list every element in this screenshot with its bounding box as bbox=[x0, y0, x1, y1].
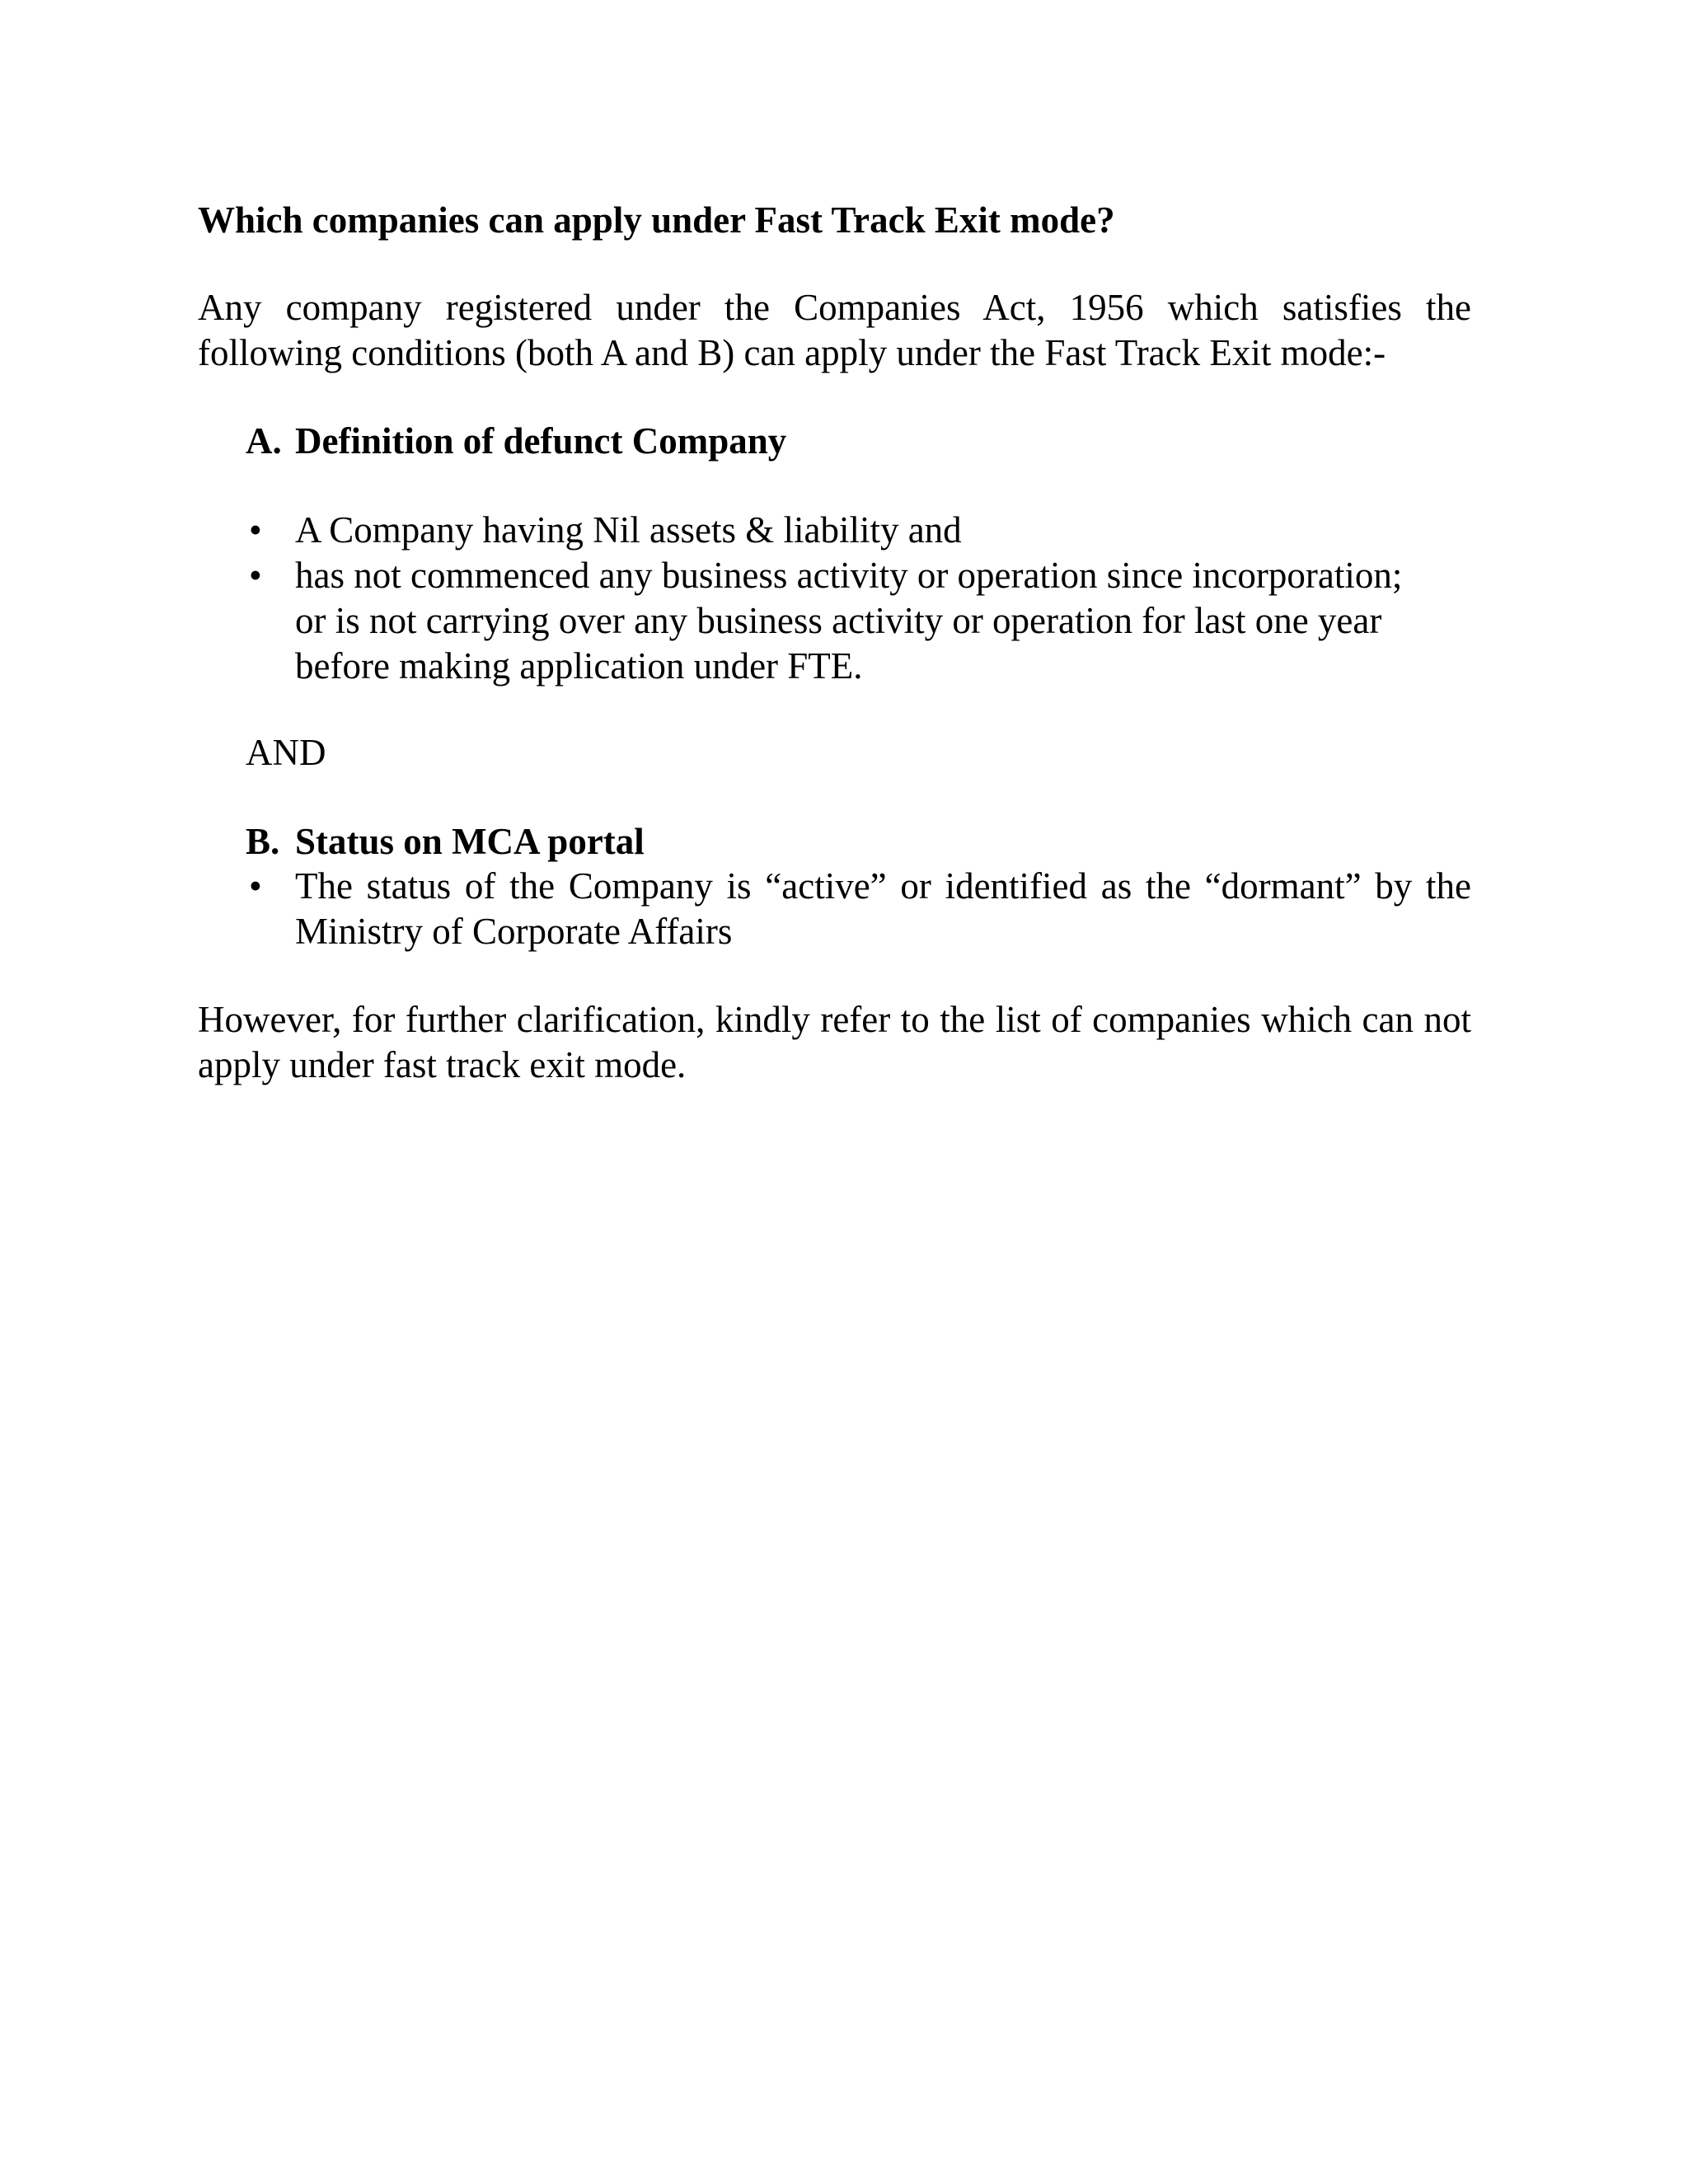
list-item-text: The status of the Company is “active” or identified as the “dormant” by the Ministry of Corporate Affairs bbox=[295, 865, 1471, 952]
page-title: Which companies can apply under Fast Track Exit mode? bbox=[198, 199, 1115, 241]
section-a-letter: A. bbox=[246, 420, 282, 462]
list-item bbox=[246, 553, 1471, 689]
bullet-icon: • bbox=[249, 865, 262, 907]
bullet-icon: • bbox=[249, 509, 262, 551]
section-a-heading bbox=[246, 419, 786, 464]
and-connector: AND bbox=[246, 732, 326, 773]
list-item-text: has not commenced any business activity or operation since incorporation; or is not carrying over any business activity or operation for last one year before making application under FTE. bbox=[295, 555, 1403, 687]
section-b-heading bbox=[246, 819, 645, 865]
section-b-letter: B. bbox=[246, 821, 280, 862]
list-item bbox=[246, 508, 1471, 553]
section-b-bullet-list bbox=[246, 864, 1471, 954]
list-item-text: A Company having Nil assets & liability and bbox=[295, 509, 962, 551]
bullet-icon: • bbox=[249, 555, 262, 596]
intro-paragraph: Any company registered under the Companies Act, 1956 which satisfies the following conditions (both A and B) can apply under the Fast Track Exit mode:- bbox=[198, 287, 1471, 373]
section-b-title: Status on MCA portal bbox=[295, 821, 645, 862]
list-item bbox=[246, 864, 1471, 954]
section-a-bullet-list bbox=[246, 508, 1471, 689]
closing-paragraph: However, for further clarification, kindly refer to the list of companies which can not apply under fast track exit mode. bbox=[198, 999, 1471, 1085]
section-a-title: Definition of defunct Company bbox=[295, 420, 787, 462]
